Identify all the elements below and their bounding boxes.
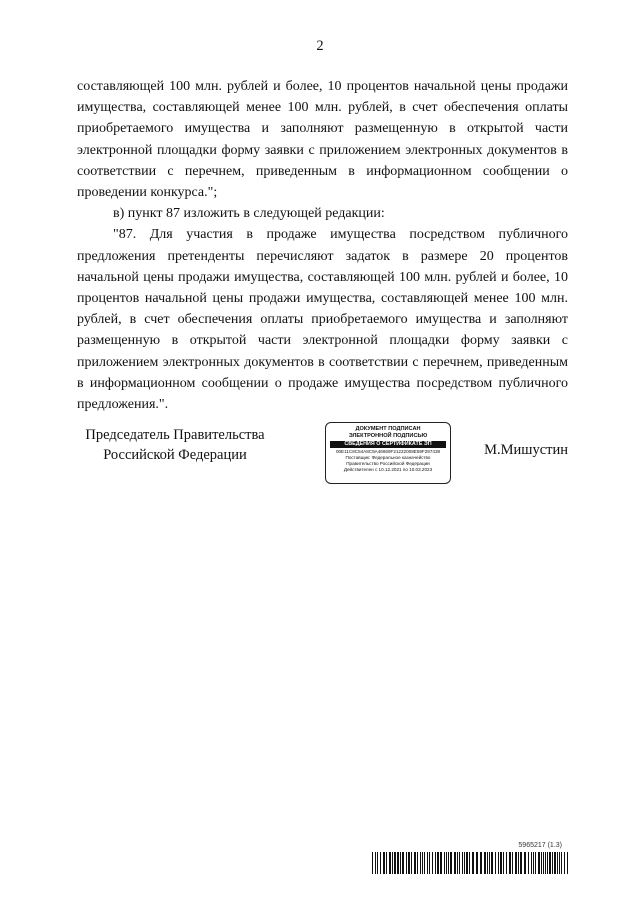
signatory-title-line1: Председатель Правительства xyxy=(85,427,265,443)
stamp-validity: Действителен с 10.12.2021 по 10.03.2023 xyxy=(343,467,433,472)
barcode-image xyxy=(372,852,568,874)
document-code: 5965217 (1.3) xyxy=(518,842,562,849)
stamp-certificate-band: СВЕДЕНИЯ О СЕРТИФИКАТЕ ЭП xyxy=(330,441,446,448)
stamp-line1: ДОКУМЕНТ ПОДПИСАН xyxy=(355,426,421,432)
stamp-issuer-line2: Правительство Российской Федерации xyxy=(346,461,430,466)
electronic-signature-stamp xyxy=(325,422,451,484)
paragraph-point-87: "87. Для участия в продаже имущества посредством публичного предложения претенденты перечисляют задаток в размере 20 процентов начальной цены продажи имущества, составляющей 100 млн. рублей и более, 10 процентов начальной цены продажи имущества, составляющей менее 100 млн. рублей, в счет обеспечения оплаты приобретаемого имущества и заполняют размещенную в открытой части электронной площадки форму заявки с приложением электронных документов в соответствии с перечнем, приведенным в информационном сообщении о продаже имущества посредством публичного предложения.". xyxy=(77,227,568,413)
paragraph-continuation: составляющей 100 млн. рублей и более, 10 процентов начальной цены продажи имущества, составляющей менее 100 млн. рублей, в счет обеспечения оплаты приобретаемого имущества и заполняют размещенную в открытой части электронной площадки форму заявки с приложением электронных документов в соответствии с перечнем, приведенным в информационном сообщении о проведении конкурса."; xyxy=(77,79,568,201)
signatory-title xyxy=(70,425,280,465)
signatory-title-line2: Российской Федерации xyxy=(103,447,247,463)
paragraph-clause-v: в) пункт 87 изложить в следующей редакции: xyxy=(113,206,385,222)
stamp-serial: 00E11C8C54A8C9A46669F21222008E59F297438 xyxy=(335,449,441,454)
stamp-line2: ЭЛЕКТРОННОЙ ПОДПИСЬЮ xyxy=(348,433,428,439)
document-body xyxy=(77,76,568,415)
page-number: 2 xyxy=(316,38,324,54)
signatory-name: М.Мишустин xyxy=(484,442,568,458)
stamp-issuer-line1: Поставщик: Федеральное казначейство xyxy=(345,455,431,460)
